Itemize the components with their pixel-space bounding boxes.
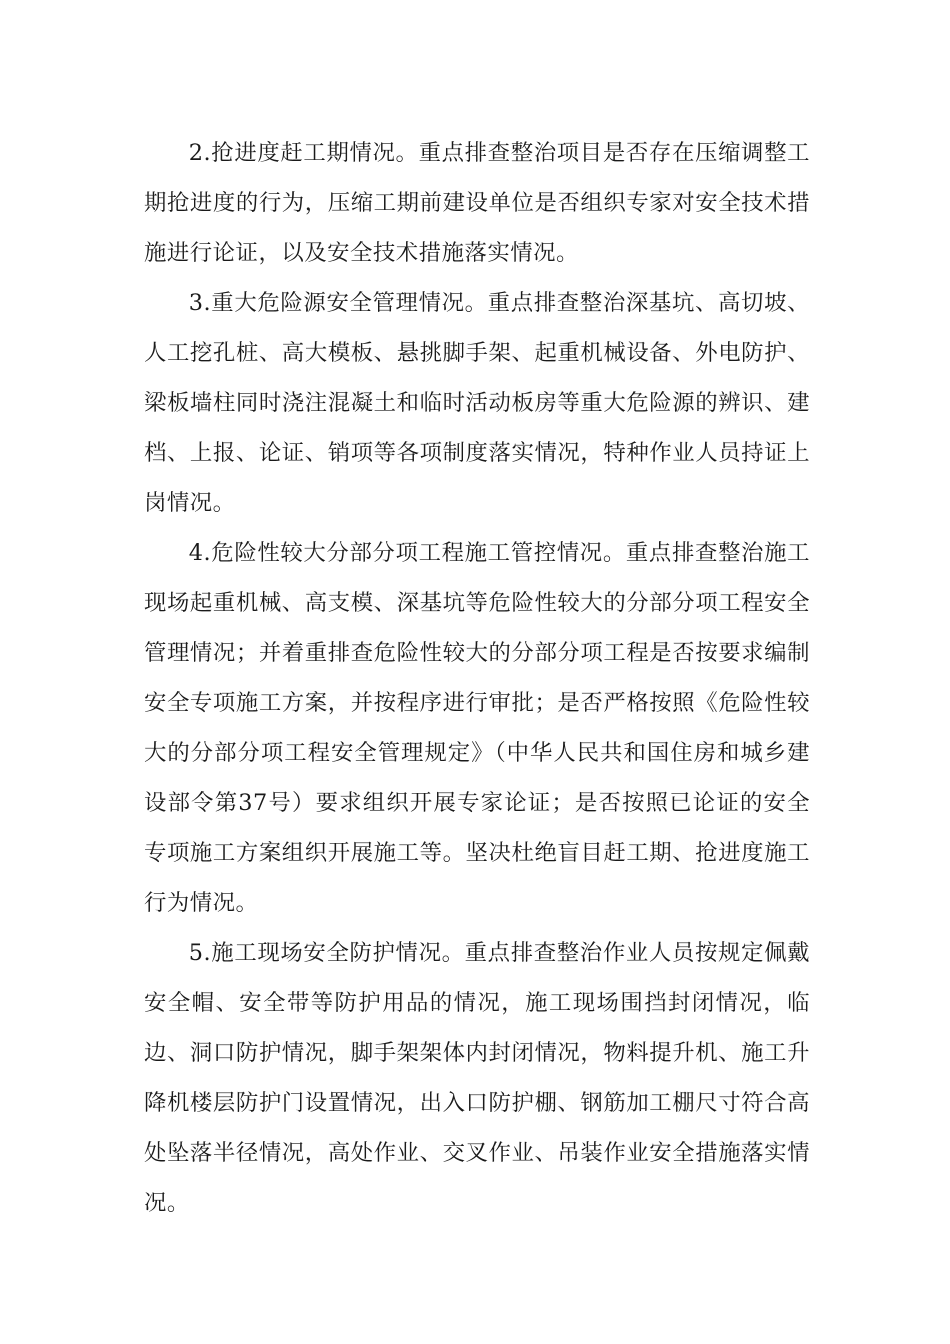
paragraph-item-2: 2.抢进度赶工期情况。重点排查整治项目是否存在压缩调整工期抢进度的行为，压缩工期前建设单位是否组织专家对安全技术措施进行论证，以及安全技术措施落实情况。 (144, 140, 810, 266)
paragraph-item-3: 3.重大危险源安全管理情况。重点排查整治深基坑、高切坡、人工挖孔桩、高大模板、悬挑脚手架、起重机械设备、外电防护、梁板墙柱同时浇注混凝土和临时活动板房等重大危险源的辨识、建档、上报、论证、销项等各项制度落实情况，特种作业人员持证上岗情况。 (144, 290, 810, 516)
paragraph-item-4: 4.危险性较大分部分项工程施工管控情况。重点排查整治施工现场起重机械、高支模、深基坑等危险性较大的分部分项工程安全管理情况；并着重排查危险性较大的分部分项工程是否按要求编制安全专项施工方案，并按程序进行审批；是否严格按照《危险性较大的分部分项工程安全管理规定》（中华人民共和国住房和城乡建设部令第37号）要求组织开展专家论证；是否按照已论证的安全专项施工方案组织开展施工等。坚决杜绝盲目赶工期、抢进度施工行为情况。 (144, 540, 810, 916)
paragraph-item-5: 5.施工现场安全防护情况。重点排查整治作业人员按规定佩戴安全帽、安全带等防护用品的情况，施工现场围挡封闭情况，临边、洞口防护情况，脚手架架体内封闭情况，物料提升机、施工升降机楼层防护门设置情况，出入口防护棚、钢筋加工棚尺寸符合高处坠落半径情况，高处作业、交叉作业、吊装作业安全措施落实情况。 (144, 940, 810, 1216)
